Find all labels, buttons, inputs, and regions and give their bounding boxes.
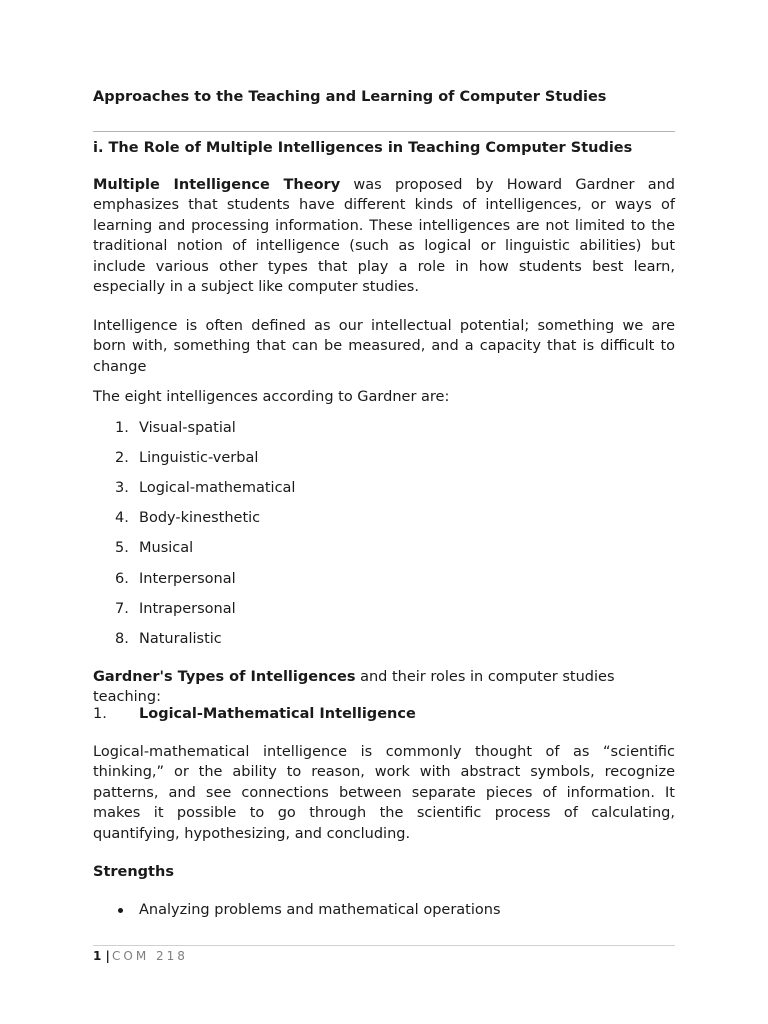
list-item-number: 5. xyxy=(115,540,129,556)
intro-bold-lead: Multiple Intelligence Theory xyxy=(93,177,341,193)
logical-paragraph: Logical-mathematical intelligence is commonly thought of as “scientific thinking,” or the ability to reason, work with abstract symbols, recognize patterns, and see connections between separate pieces of information. It makes it possible to go through the scientific process of calculating, quantifying, hypothesizing, and concluding. xyxy=(93,744,675,842)
strength-item: Analyzing problems and mathematical operations xyxy=(139,902,501,918)
list-item-interpersonal: Interpersonal xyxy=(139,571,236,587)
intro-text: was proposed by Howard Gardner and emphasizes that students have different kinds of intelligences, or ways of learning and processing information. These intelligences are not limited to the traditional notion of intelligence (such as logical or linguistic abilities) but include various other types that play a role in how students best learn, especially in a subject like computer studies. xyxy=(93,177,675,296)
footer-divider xyxy=(93,945,675,946)
list-intro: The eight intelligences according to Gardner are: xyxy=(93,389,450,405)
types-bold-lead: Gardner's Types of Intelligences xyxy=(93,669,356,685)
list-item-number: 3. xyxy=(115,480,129,496)
bullet-icon xyxy=(118,908,123,913)
list-item-number: 2. xyxy=(115,450,129,466)
page-number: 1 | xyxy=(93,949,110,963)
list-item-logical-mathematical: Logical-mathematical xyxy=(139,480,296,496)
list-item-visual-spatial: Visual-spatial xyxy=(139,420,236,436)
list-item-number: 7. xyxy=(115,601,129,617)
intro-paragraph xyxy=(93,175,675,297)
subsection-number: 1. xyxy=(93,706,107,722)
list-item-number: 4. xyxy=(115,510,129,526)
list-item-musical: Musical xyxy=(139,540,194,556)
definition-paragraph: Intelligence is often defined as our intellectual potential; something we are born with, something that can be measured, and a capacity that is difficult to change xyxy=(93,318,675,375)
list-item-number: 1. xyxy=(115,420,129,436)
list-item-linguistic-verbal: Linguistic-verbal xyxy=(139,450,259,466)
list-item-body-kinesthetic: Body-kinesthetic xyxy=(139,510,261,526)
list-item-number: 8. xyxy=(115,631,129,647)
list-item-intrapersonal: Intrapersonal xyxy=(139,601,236,617)
section-heading: i. The Role of Multiple Intelligences in Teaching Computer Studies xyxy=(93,140,633,156)
subsection-title: Logical-Mathematical Intelligence xyxy=(139,706,416,722)
types-line xyxy=(93,667,675,708)
list-item-naturalistic: Naturalistic xyxy=(139,631,222,647)
course-code: COM 218 xyxy=(112,949,188,963)
list-item-number: 6. xyxy=(115,571,129,587)
document-title: Approaches to the Teaching and Learning of Computer Studies xyxy=(93,89,607,105)
types-text: and their roles in computer studies teaching: xyxy=(93,669,615,706)
section-divider xyxy=(93,131,675,132)
strengths-heading: Strengths xyxy=(93,864,174,880)
